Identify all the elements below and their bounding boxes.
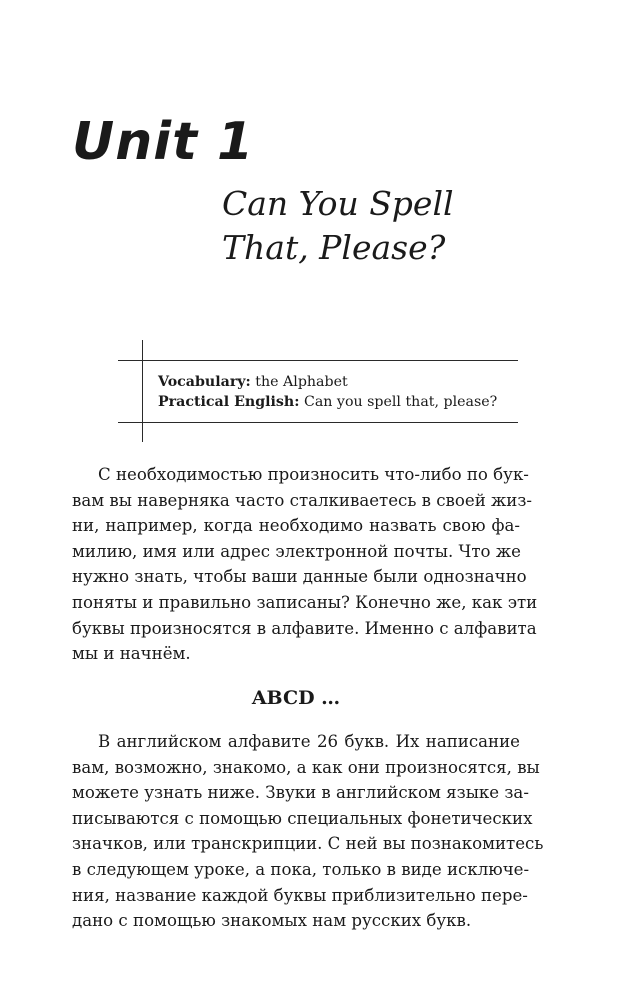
alphabet-paragraph: [72, 729, 544, 934]
paragraph-line: милию, имя или адрес электронной почты. Что же: [72, 541, 521, 561]
section-heading: ABCD …: [251, 687, 341, 709]
practical-english-line: [158, 392, 497, 412]
overview-box: [158, 372, 497, 412]
paragraph-line: вам вы наверняка часто сталкиваетесь в своей жиз-: [72, 490, 533, 510]
practical-english-value: Can you spell that, please?: [303, 394, 498, 410]
overview-vertical-rule: [142, 340, 143, 442]
paragraph-line: поняты и правильно записаны? Конечно же, как эти: [72, 592, 538, 612]
unit-subtitle: [222, 182, 454, 270]
overview-bottom-rule: [118, 422, 518, 423]
paragraph-line: можете узнать ниже. Звуки в английском языке за-: [72, 783, 529, 803]
paragraph-line: в следующем уроке, а пока, только в виде исключе-: [72, 859, 530, 879]
paragraph-line: писываются с помощью специальных фонетических: [72, 808, 533, 828]
paragraph-line: нужно знать, чтобы ваши данные были однозначно: [72, 567, 527, 587]
practical-english-label: Practical English:: [158, 394, 300, 410]
unit-title: Unit 1: [72, 112, 255, 172]
paragraph-line: буквы произносятся в алфавите. Именно с алфавита: [72, 618, 537, 638]
vocabulary-value: the Alphabet: [255, 374, 348, 390]
vocabulary-line: [158, 372, 497, 392]
paragraph-line: значков, или транскрипции. С ней вы познакомитесь: [72, 834, 544, 854]
unit-subtitle-line-2: That, Please?: [222, 228, 446, 267]
paragraph-line: вам, возможно, знакомо, а как они произносятся, вы: [72, 757, 540, 777]
unit-subtitle-line-1: Can You Spell: [222, 184, 454, 223]
overview-top-rule: [118, 360, 518, 361]
paragraph-line: мы и начнём.: [72, 644, 191, 664]
vocabulary-label: Vocabulary:: [158, 374, 251, 390]
paragraph-line: дано с помощью знакомых нам русских букв.: [72, 911, 472, 931]
intro-paragraph: [72, 462, 538, 667]
paragraph-line: ни, например, когда необходимо назвать свою фа-: [72, 516, 520, 536]
paragraph-line: В английском алфавите 26 букв. Их написание: [98, 732, 520, 751]
paragraph-line: ния, название каждой буквы приблизительно пере-: [72, 885, 528, 905]
paragraph-line: С необходимостью произносить что-либо по бук-: [98, 465, 529, 484]
